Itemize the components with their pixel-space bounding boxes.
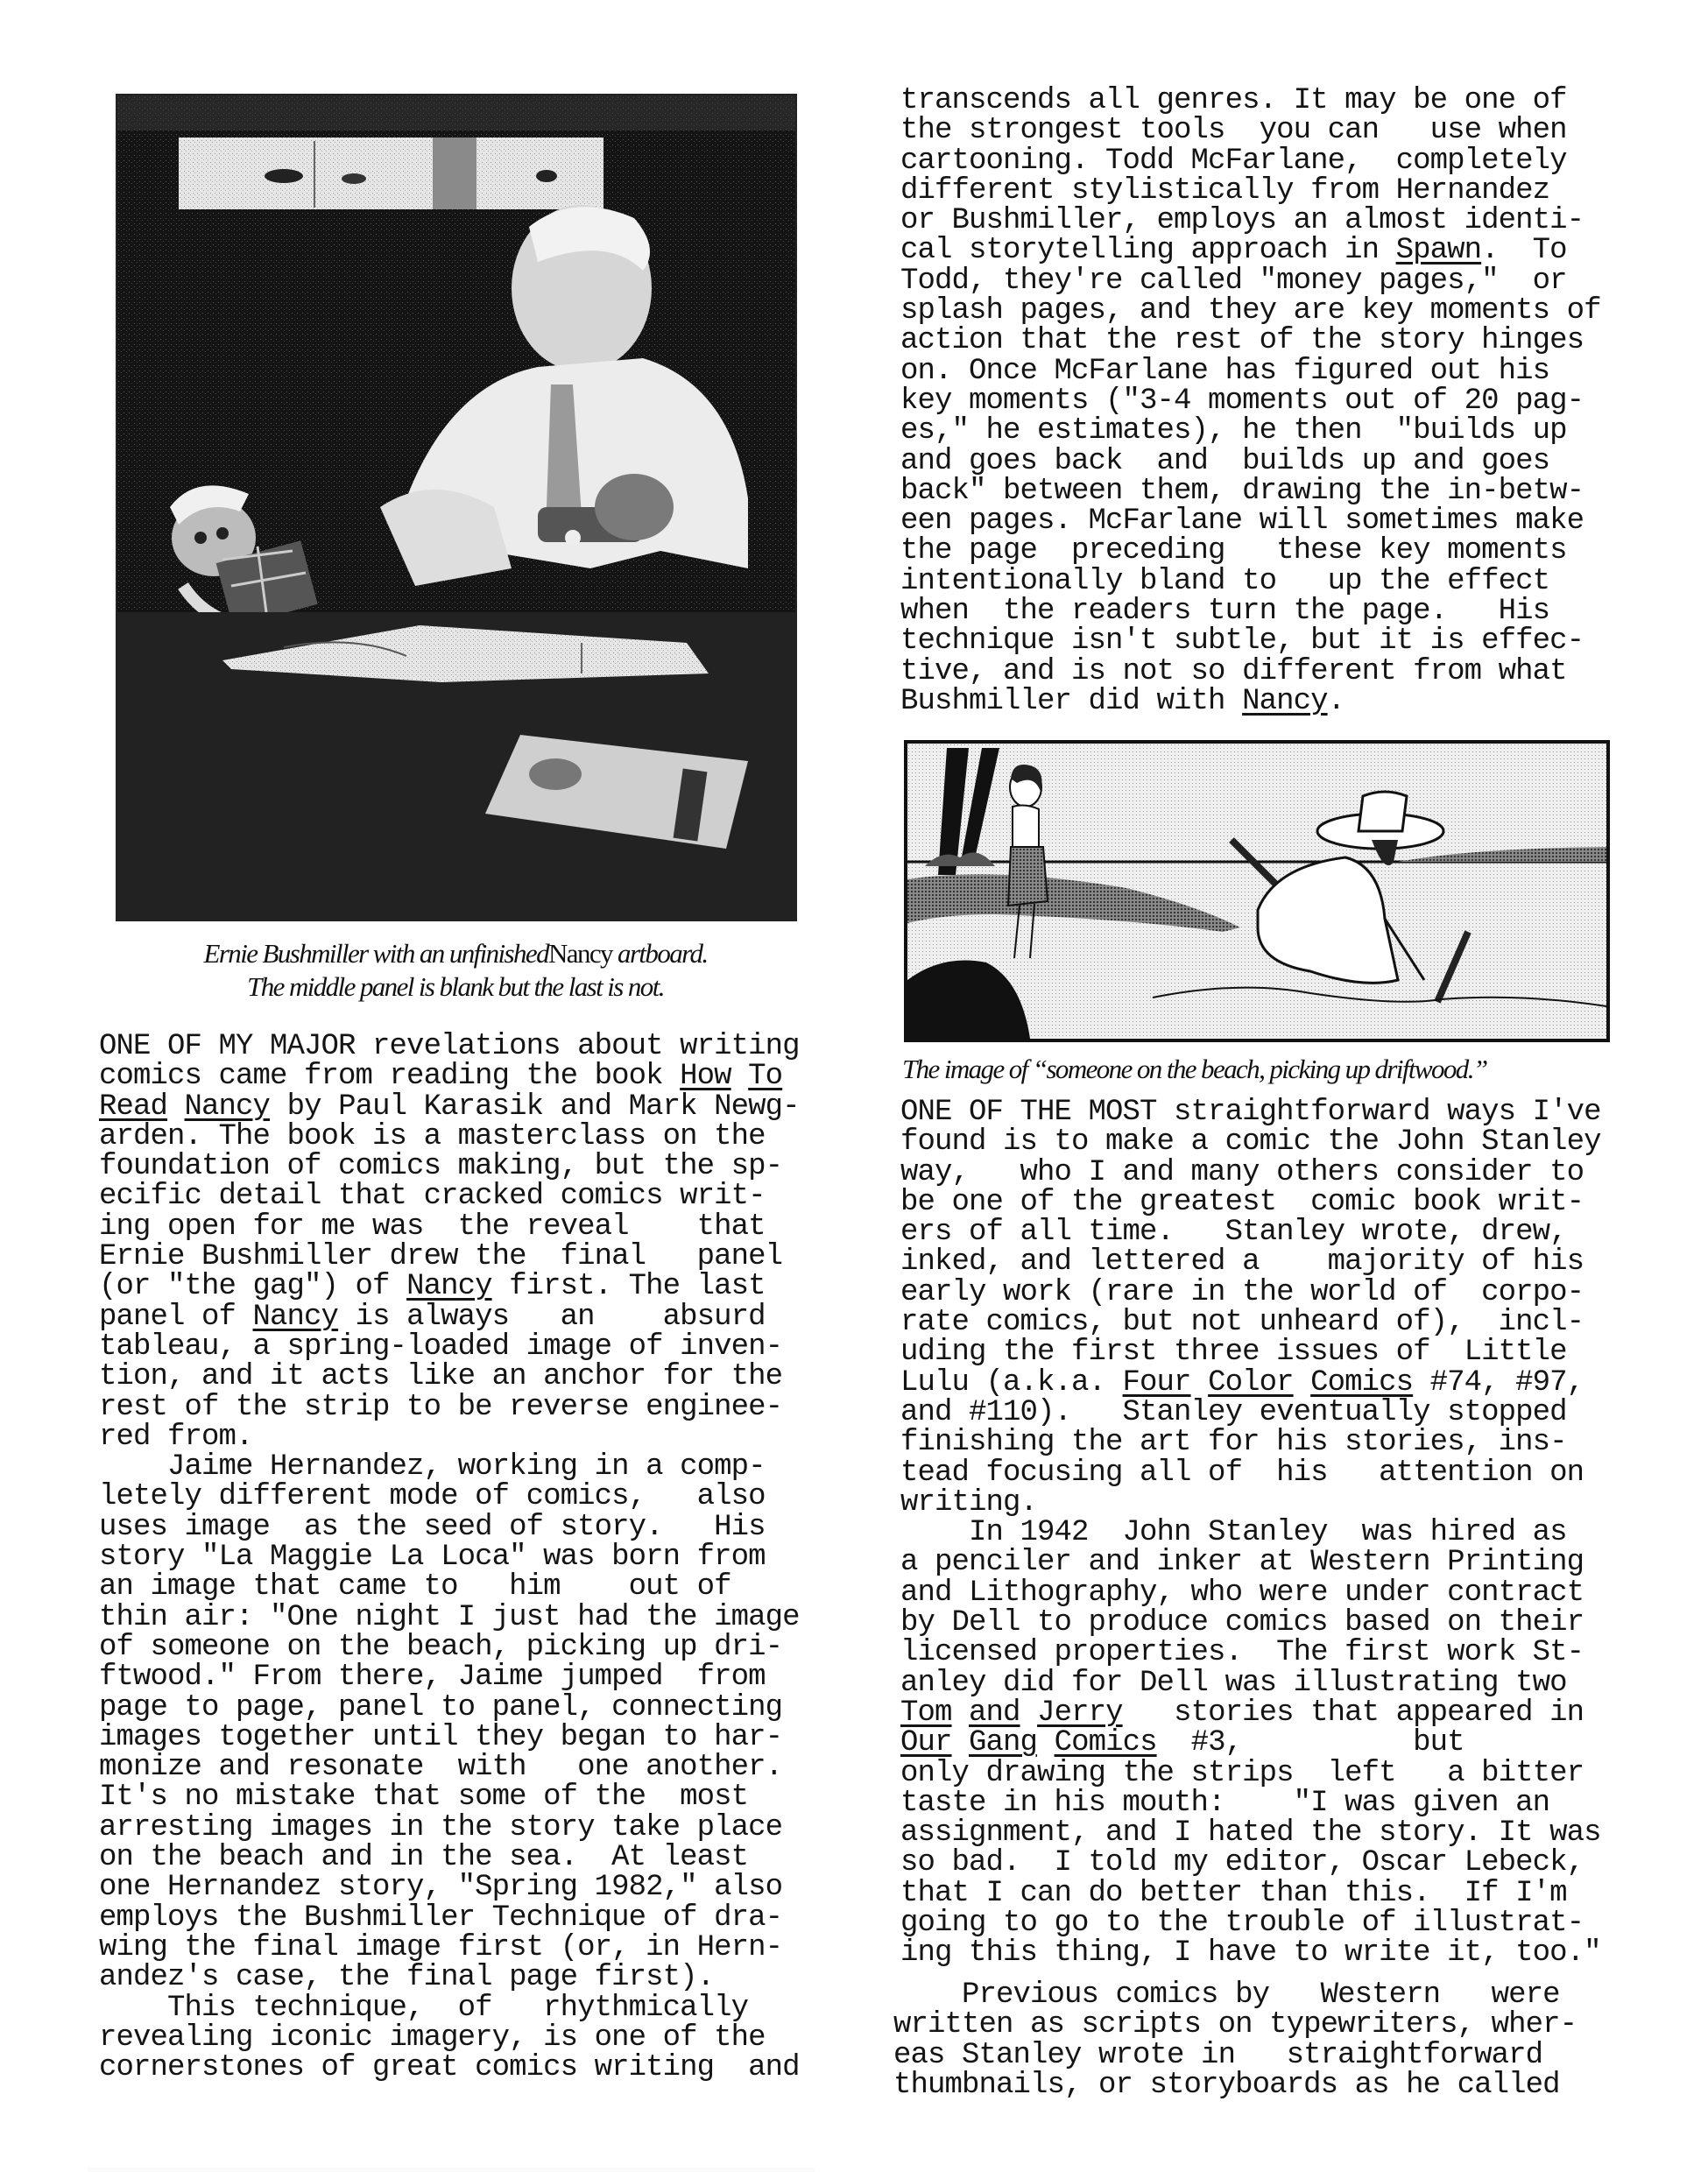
text-line bbox=[900, 1546, 1601, 1580]
text-run: cornerstones of great comics writing and bbox=[99, 2051, 800, 2085]
underlined-title: How bbox=[680, 1060, 731, 1094]
text-run: way, who I and many others consider to bbox=[900, 1155, 1584, 1189]
text-line bbox=[99, 1270, 800, 1304]
right-column-top-text bbox=[900, 86, 1601, 716]
text-line bbox=[99, 1961, 800, 1995]
text-run: stories that appeared in bbox=[1122, 1696, 1584, 1730]
text-run: tableau, a spring-loaded image of inven- bbox=[99, 1329, 783, 1364]
text-run: ecific detail that cracked comics writ- bbox=[99, 1180, 766, 1214]
text-run: when the readers turn the page. His bbox=[900, 595, 1550, 629]
text-line bbox=[900, 1816, 1601, 1851]
text-line bbox=[900, 1485, 1601, 1520]
text-run bbox=[1191, 1366, 1209, 1400]
underlined-title: Read bbox=[99, 1090, 168, 1124]
text-line bbox=[900, 476, 1601, 506]
text-run: Ernie Bushmiller drew the final panel bbox=[99, 1240, 783, 1274]
beach-panel-illustration bbox=[907, 744, 1606, 1039]
text-run: Lulu (a.k.a. bbox=[900, 1365, 1123, 1400]
text-run: images together until they began to har- bbox=[99, 1720, 783, 1754]
text-line bbox=[893, 1980, 1577, 2010]
text-line bbox=[99, 1630, 800, 1664]
text-run: #74, #97, bbox=[1413, 1365, 1584, 1400]
text-line bbox=[99, 1930, 800, 1964]
text-line bbox=[900, 1155, 1601, 1189]
text-run: an image that came to him out of bbox=[99, 1570, 731, 1604]
text-line bbox=[900, 684, 1601, 718]
text-line bbox=[900, 1907, 1601, 1941]
text-run: first. The last bbox=[491, 1270, 766, 1304]
text-line bbox=[900, 1125, 1601, 1160]
bushmiller-photo-illustration bbox=[117, 95, 797, 921]
text-line bbox=[900, 1097, 1601, 1127]
text-run: red from. bbox=[99, 1420, 253, 1454]
text-run: early work (rare in the world of corpo- bbox=[900, 1275, 1584, 1309]
text-run: on. Once McFarlane has figured out his bbox=[900, 354, 1550, 388]
text-run: is always an absurd bbox=[338, 1300, 766, 1334]
text-line bbox=[900, 1395, 1601, 1429]
underlined-title: Gang bbox=[969, 1726, 1038, 1760]
text-line bbox=[893, 2070, 1577, 2100]
text-line bbox=[99, 1060, 800, 1094]
underlined-title: Jerry bbox=[1037, 1696, 1123, 1730]
text-line bbox=[99, 1362, 800, 1392]
text-run bbox=[1020, 1696, 1038, 1730]
text-run: assignment, and I hated the story. It was bbox=[900, 1816, 1601, 1851]
text-line bbox=[900, 624, 1601, 659]
underlined-title: Comics bbox=[1310, 1365, 1414, 1400]
text-line bbox=[900, 1638, 1601, 1668]
text-line bbox=[900, 536, 1601, 566]
text-line bbox=[900, 1698, 1601, 1728]
underlined-title: Tom bbox=[900, 1696, 952, 1730]
text-run: ing this thing, I have to write it, too." bbox=[900, 1936, 1601, 1971]
text-run: by Paul Karasik and Mark Newg- bbox=[270, 1090, 800, 1124]
text-run: comics came from reading the book bbox=[99, 1060, 681, 1094]
text-run bbox=[731, 1060, 749, 1093]
text-line bbox=[99, 1092, 800, 1122]
text-line bbox=[900, 654, 1601, 688]
text-run: and Lithography, who were under contract bbox=[900, 1576, 1584, 1610]
underlined-title: Nancy bbox=[184, 1090, 271, 1124]
text-line bbox=[893, 2010, 1577, 2040]
text-run bbox=[1294, 1366, 1311, 1400]
text-line bbox=[900, 326, 1601, 356]
text-line bbox=[900, 1426, 1601, 1460]
text-line bbox=[900, 86, 1601, 116]
text-line bbox=[99, 1482, 800, 1512]
text-line bbox=[900, 595, 1601, 629]
underlined-title: Four bbox=[1122, 1365, 1191, 1400]
underlined-title: Spawn bbox=[1395, 234, 1482, 268]
text-line bbox=[99, 1242, 800, 1272]
text-line bbox=[900, 1518, 1601, 1548]
underlined-title: Nancy bbox=[406, 1270, 492, 1304]
text-line bbox=[99, 1751, 800, 1785]
text-line bbox=[99, 1302, 800, 1332]
text-run: be one of the greatest comic book writ- bbox=[900, 1185, 1584, 1219]
text-run: the page preceding these key moments bbox=[900, 534, 1567, 568]
text-line bbox=[900, 234, 1601, 268]
text-run: #3, but bbox=[1156, 1726, 1465, 1760]
text-run: technique isn't subtle, but it is effec- bbox=[900, 624, 1584, 659]
text-line bbox=[99, 1841, 800, 1875]
text-line bbox=[900, 1216, 1601, 1250]
text-run: story "La Maggie La Loca" was born from bbox=[99, 1541, 766, 1575]
text-run: employs the Bushmiller Technique of dra- bbox=[99, 1900, 783, 1935]
text-run bbox=[952, 1726, 970, 1759]
text-run: uding the first three issues of Little bbox=[900, 1336, 1567, 1370]
photo-caption bbox=[114, 937, 797, 1004]
text-run: licensed properties. The first work St- bbox=[900, 1636, 1584, 1670]
text-line bbox=[99, 1993, 800, 2023]
underlined-title: To bbox=[748, 1060, 783, 1094]
text-line bbox=[900, 1306, 1601, 1340]
text-run: splash pages, and they are key moments of bbox=[900, 294, 1601, 328]
text-line bbox=[900, 1848, 1601, 1878]
text-run: letely different mode of comics, also bbox=[99, 1480, 766, 1514]
text-line bbox=[900, 296, 1601, 326]
text-run: writing. bbox=[900, 1485, 1038, 1520]
text-line bbox=[900, 444, 1601, 478]
text-run: Bushmiller did with bbox=[900, 684, 1243, 718]
text-run: This technique, of rhythmically bbox=[99, 1991, 749, 2025]
text-line bbox=[900, 416, 1601, 446]
text-run: wing the final image first (or, in Hern- bbox=[99, 1930, 783, 1964]
text-line bbox=[99, 1452, 800, 1482]
text-run: so bad. I told my editor, Oscar Lebeck, bbox=[900, 1846, 1584, 1880]
text-line bbox=[900, 504, 1601, 539]
text-run: thumbnails, or storyboards as he called bbox=[893, 2068, 1560, 2102]
text-line bbox=[99, 1510, 800, 1544]
text-run: key moments ("3-4 moments out of 20 pag- bbox=[900, 384, 1584, 418]
text-run: ftwood." From there, Jaime jumped from bbox=[99, 1661, 766, 1695]
text-run: revealing iconic imagery, is one of the bbox=[99, 2020, 766, 2055]
text-line bbox=[900, 1728, 1601, 1758]
text-line bbox=[99, 1810, 800, 1844]
text-line bbox=[99, 1119, 800, 1153]
text-run: back" between them, drawing the in-betw- bbox=[900, 474, 1584, 508]
text-run: ONE OF MY MAJOR revelations about writing bbox=[99, 1030, 800, 1063]
text-run: going to go to the trouble of illustrat- bbox=[900, 1907, 1584, 1941]
text-line bbox=[99, 1781, 800, 1815]
text-run: and goes back and builds up and goes bbox=[900, 444, 1550, 478]
text-line bbox=[900, 1578, 1601, 1608]
text-line bbox=[99, 1150, 800, 1184]
text-line bbox=[99, 1690, 800, 1724]
text-line bbox=[900, 1876, 1601, 1910]
text-line bbox=[99, 1541, 800, 1575]
text-line bbox=[99, 1661, 800, 1695]
text-line bbox=[900, 173, 1601, 208]
text-line bbox=[99, 1032, 800, 1061]
text-line bbox=[99, 1572, 800, 1602]
text-run: page to page, panel to panel, connecting bbox=[99, 1690, 783, 1724]
text-run: or Bushmiller, employs an almost identi- bbox=[900, 204, 1584, 238]
text-run: It's no mistake that some of the most bbox=[99, 1781, 749, 1815]
text-run: es," he estimates), he then "builds up bbox=[900, 414, 1567, 448]
text-line bbox=[900, 1336, 1601, 1370]
text-line bbox=[900, 1245, 1601, 1280]
text-run: tive, and is not so different from what bbox=[900, 654, 1567, 688]
wall-strip bbox=[179, 138, 603, 209]
text-run: arresting images in the story take place bbox=[99, 1810, 783, 1844]
text-line bbox=[99, 1900, 800, 1935]
text-run: rest of the strip to be reverse enginee- bbox=[99, 1390, 783, 1424]
text-line bbox=[900, 1185, 1601, 1219]
text-line bbox=[99, 1209, 800, 1244]
text-line bbox=[99, 1871, 800, 1905]
text-line bbox=[99, 1720, 800, 1754]
text-line bbox=[900, 564, 1601, 598]
text-run: In 1942 John Stanley was hired as bbox=[900, 1516, 1567, 1550]
text-run: foundation of comics making, but the sp- bbox=[99, 1150, 783, 1184]
text-run: on the beach and in the sea. At least bbox=[99, 1841, 749, 1875]
underlined-title: Nancy bbox=[252, 1300, 339, 1334]
text-run bbox=[167, 1090, 185, 1124]
text-line bbox=[99, 1422, 800, 1452]
text-run: ing open for me was the reveal that bbox=[99, 1209, 766, 1244]
text-run: tead focusing all of his attention on bbox=[900, 1456, 1584, 1490]
text-run: inked, and lettered a majority of his bbox=[900, 1245, 1584, 1280]
text-line bbox=[900, 1756, 1601, 1790]
text-run: by Dell to produce comics based on their bbox=[900, 1606, 1584, 1640]
bushmiller-photo bbox=[116, 94, 797, 921]
text-line bbox=[900, 386, 1601, 416]
text-run: thin air: "One night I just had the image bbox=[99, 1600, 800, 1634]
text-run: andez's case, the final page first). bbox=[99, 1961, 715, 1995]
underlined-title: and bbox=[969, 1696, 1020, 1730]
text-line bbox=[900, 206, 1601, 236]
text-line bbox=[900, 266, 1601, 296]
caption-text: Ernie Bushmiller with an unfinished bbox=[203, 938, 548, 969]
text-line bbox=[900, 1275, 1601, 1309]
text-line bbox=[900, 1608, 1601, 1638]
underlined-title: Color bbox=[1208, 1365, 1294, 1400]
text-run: een pages. McFarlane will sometimes make bbox=[900, 504, 1584, 539]
text-run: different stylistically from Hernandez bbox=[900, 173, 1550, 208]
text-run: that I can do better than this. If I'm bbox=[900, 1876, 1567, 1910]
underlined-title: Nancy bbox=[1242, 684, 1328, 718]
text-run: taste in his mouth: "I was given an bbox=[900, 1786, 1550, 1820]
text-line bbox=[900, 1788, 1601, 1818]
text-run: the strongest tools you can use when bbox=[900, 114, 1567, 148]
text-run: found is to make a comic the John Stanley bbox=[900, 1125, 1601, 1160]
text-run: ers of all time. Stanley wrote, drew, bbox=[900, 1216, 1567, 1250]
text-run: Todd, they're called "money pages," or bbox=[900, 264, 1567, 298]
text-run: eas Stanley wrote in straightforward bbox=[893, 2038, 1543, 2072]
text-run: Previous comics by Western were bbox=[893, 1978, 1560, 2012]
caption-text: artboard. bbox=[611, 938, 708, 969]
text-run: . bbox=[1327, 684, 1345, 718]
text-run: panel of bbox=[99, 1300, 253, 1334]
text-run: written as scripts on typewriters, wher- bbox=[893, 2008, 1577, 2042]
text-run: rate comics, but not unheard of), incl- bbox=[900, 1306, 1584, 1340]
text-line bbox=[900, 114, 1601, 148]
text-run: ONE OF THE MOST straightforward ways I've bbox=[900, 1096, 1601, 1129]
text-run: Jaime Hernandez, working in a comp- bbox=[99, 1450, 766, 1484]
text-run bbox=[952, 1696, 970, 1730]
panel-caption: The image of “someone on the beach, picking up driftwood.” bbox=[902, 1054, 1487, 1084]
text-line bbox=[900, 1668, 1601, 1698]
text-run: . To bbox=[1481, 234, 1567, 268]
text-run: intentionally bland to up the effect bbox=[900, 564, 1550, 598]
text-line bbox=[99, 1600, 800, 1634]
text-run: monize and resonate with one another. bbox=[99, 1751, 783, 1785]
text-line bbox=[99, 1390, 800, 1424]
text-line bbox=[99, 2020, 800, 2055]
text-run: of someone on the beach, picking up dri- bbox=[99, 1630, 783, 1664]
text-run: action that the rest of the story hinges bbox=[900, 324, 1584, 358]
text-run: and #110). Stanley eventually stopped bbox=[900, 1395, 1567, 1429]
text-run: finishing the art for his stories, ins- bbox=[900, 1426, 1567, 1460]
text-line bbox=[900, 356, 1601, 386]
text-line bbox=[900, 146, 1601, 176]
text-line bbox=[900, 1365, 1601, 1400]
text-run: only drawing the strips left a bitter bbox=[900, 1756, 1584, 1790]
left-column-text bbox=[99, 1032, 800, 2083]
text-run: cal storytelling approach in bbox=[900, 234, 1396, 268]
caption-strip-title: Nancy bbox=[548, 938, 612, 969]
underlined-title: Comics bbox=[1054, 1726, 1157, 1760]
text-line bbox=[893, 2038, 1577, 2072]
text-line bbox=[900, 1458, 1601, 1488]
text-run: anley did for Dell was illustrating two bbox=[900, 1666, 1567, 1700]
text-line bbox=[900, 1936, 1601, 1971]
text-run bbox=[1037, 1726, 1055, 1759]
text-run: (or "the gag") of bbox=[99, 1270, 407, 1304]
beach-comic-panel bbox=[904, 740, 1610, 1042]
text-run: transcends all genres. It may be one of bbox=[900, 84, 1567, 117]
photo-caption-line-2: The middle panel is blank but the last is not. bbox=[247, 971, 664, 1002]
text-run: uses image as the seed of story. His bbox=[99, 1510, 766, 1544]
text-run: one Hernandez story, "Spring 1982," also bbox=[99, 1871, 783, 1905]
text-run: cartooning. Todd McFarlane, completely bbox=[900, 144, 1567, 178]
text-line bbox=[99, 2053, 800, 2083]
right-column-bottom-text bbox=[900, 1097, 1601, 1969]
underlined-title: Our bbox=[900, 1726, 952, 1760]
text-run: arden. The book is a masterclass on the bbox=[99, 1119, 766, 1153]
text-run: a penciler and inker at Western Printing bbox=[900, 1546, 1584, 1580]
photo-caption-line-1 bbox=[114, 937, 797, 970]
right-column-end-text bbox=[893, 1980, 1577, 2100]
text-run: tion, and it acts like an anchor for the bbox=[99, 1360, 783, 1394]
text-line bbox=[99, 1180, 800, 1214]
text-line bbox=[99, 1329, 800, 1364]
